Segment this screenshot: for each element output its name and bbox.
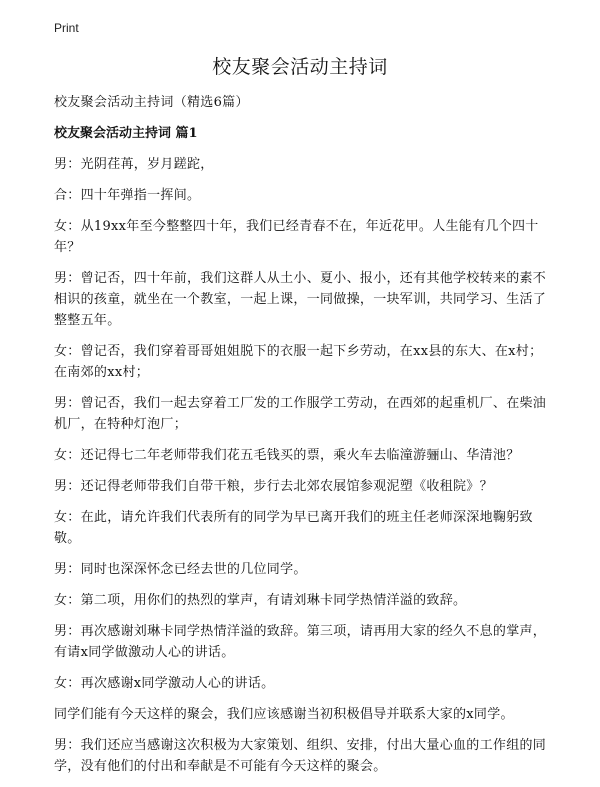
paragraph: 男：光阴荏苒，岁月蹉跎， [54,157,214,172]
paragraph: 女：从19xx年至今整整四十年，我们已经青春不在，年近花甲。人生能有几个四十年？ [54,219,539,255]
paragraph: 男：再次感谢刘琳卡同学热情洋溢的致辞。第三项，请再用大家的经久不息的掌声，有请x同学做激动人心的讲话。 [54,624,547,660]
paragraph: 女：曾记否，我们穿着哥哥姐姐脱下的衣服一起下乡劳动，在xx县的东大、在x村；在南郊的xx村； [54,344,543,380]
paragraph: 女：第二项，用你们的热烈的掌声，有请刘琳卡同学热情洋溢的致辞。 [54,593,467,608]
section-heading: 校友聚会活动主持词 篇1 [54,126,198,141]
document-title: 校友聚会活动主持词 [212,56,388,78]
document-body [54,92,554,787]
paragraph: 男：曾记否，我们一起去穿着工厂发的工作服学工劳动，在西郊的起重机厂、在柴油机厂，在特种灯泡厂； [54,396,547,432]
paragraph: 女：在此，请允许我们代表所有的同学为早已离开我们的班主任老师深深地鞠躬致敬。 [54,510,533,546]
paragraph: 男：我们还应当感谢这次积极为大家策划、组织、安排，付出大量心血的工作组的同学，没有他们的付出和奉献是不可能有今天这样的聚会。 [54,738,547,774]
paragraph: 男：还记得老师带我们自带干粮，步行去北郊农展馆参观泥塑《收租院》？ [54,479,493,494]
paragraph: 女：还记得七二年老师带我们花五毛钱买的票，乘火车去临潼游骊山、华清池？ [54,448,520,463]
paragraph: 合：四十年弹指一挥间。 [54,188,201,203]
paragraph: 男：曾记否，四十年前，我们这群人从土小、夏小、报小，还有其他学校转来的素不相识的孩童，就坐在一个教室，一起上课，一同做操，一块军训，共同学习、生活了整整五年。 [54,271,547,328]
paragraph: 同学们能有今天这样的聚会，我们应该感谢当初积极倡导并联系大家的x同学。 [54,707,514,722]
document-subtitle: 校友聚会活动主持词（精选6篇） [54,95,249,110]
paragraph: 男：同时也深深怀念已经去世的几位同学。 [54,562,307,577]
print-link[interactable]: Print [54,21,79,35]
paragraph: 女：再次感谢x同学激动人心的讲话。 [54,676,275,691]
